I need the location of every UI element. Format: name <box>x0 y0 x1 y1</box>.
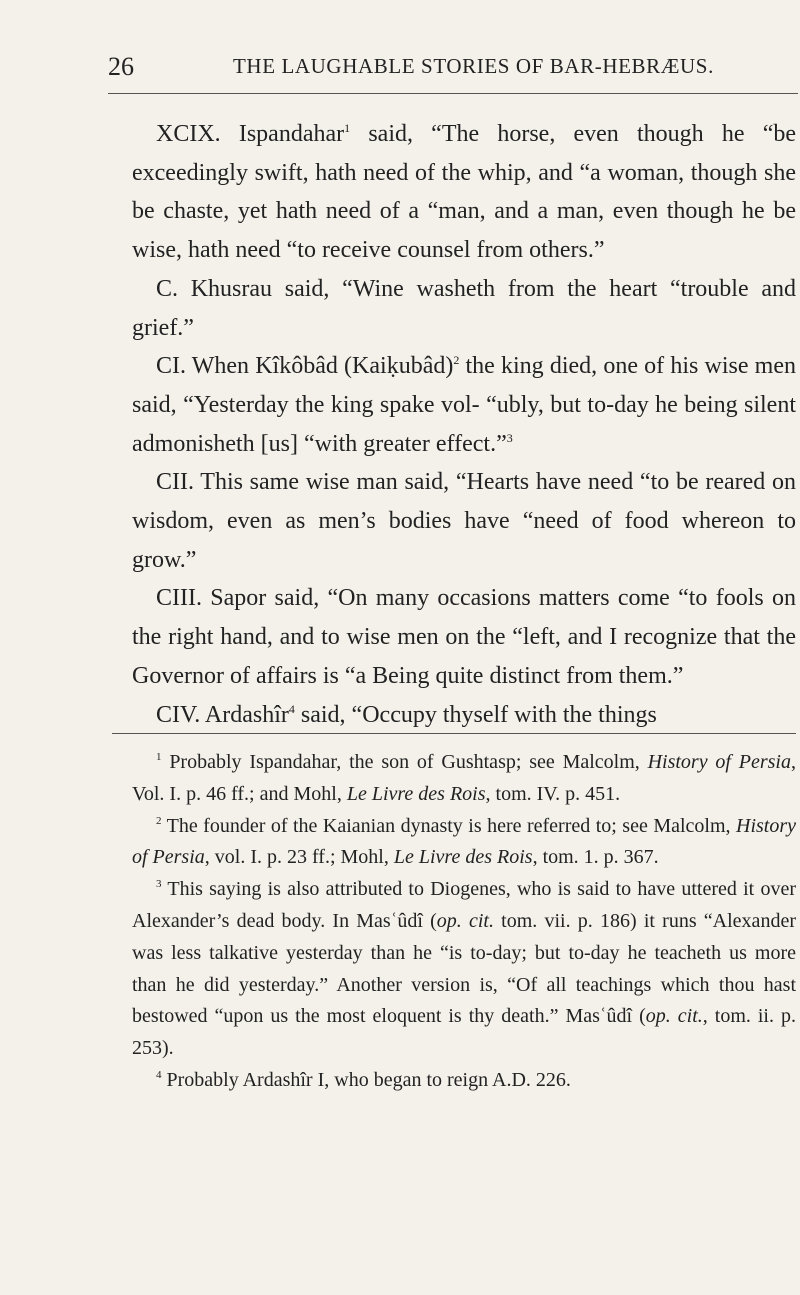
paragraph-text: said, “Occupy thyself with the things <box>294 701 657 728</box>
footnotes <box>132 747 796 1097</box>
footnote-title: History of Persia <box>132 814 796 869</box>
footnote-ref: 2 <box>453 353 460 368</box>
footnote-3 <box>132 874 796 1065</box>
footnote-text: , tom. ii. p. 253). <box>132 1005 796 1060</box>
footnote-text: Probably Ardashîr I, who began to reign A.D. 226. <box>161 1068 571 1091</box>
footnote-rule <box>112 733 796 734</box>
paragraph-text: said, “The horse, even though he “be exceedingly swift, hath need of the whip, and “a woman, though she be chaste, yet hath need of a “man, and a man, even though he be wise, hath need “to receive counsel from others.” <box>132 121 796 264</box>
running-title: THE LAUGHABLE STORIES OF BAR-HEBRÆUS. <box>233 54 714 78</box>
paragraph-ciii: CIII. Sapor said, “On many occasions matters come “to fools on the right hand, and to wise men on the “left, and I recognize that the Governor of affairs is “a Being quite distinct from them.” <box>132 585 796 689</box>
footnote-marker: 3 <box>156 878 162 891</box>
footnote-4 <box>132 1065 796 1097</box>
footnote-title: op. cit. <box>436 909 494 932</box>
footnote-marker: 2 <box>156 814 162 827</box>
paragraph-ci <box>132 347 796 463</box>
paragraph-text: CI. When Kîkôbâd (Kaiḳubâd) <box>156 353 454 380</box>
footnote-text: , vol. I. p. 23 ff.; Mohl, <box>204 846 394 869</box>
footnote-title: op. cit. <box>645 1005 703 1028</box>
page-number: 26 <box>108 52 134 81</box>
paragraph-text: CIV. Ardashîr <box>156 701 289 728</box>
paragraph-cii: CII. This same wise man said, “Hearts have need “to be reared on wisdom, even as men’s bodies have “need of food whereon to grow.” <box>132 469 796 573</box>
paragraph-civ <box>132 696 796 735</box>
footnote-2 <box>132 811 796 875</box>
footnote-text: , tom. 1. p. 367. <box>532 846 659 869</box>
footnote-text: , tom. IV. p. 451. <box>485 782 621 805</box>
paragraph-text: the king died, one of his wise men said, “Yesterday the king spake vol- “ubly, but to-day he being silent admonisheth [us] “with greater effect.” <box>132 353 797 457</box>
paragraph-c: C. Khusrau said, “Wine washeth from the heart “trouble and grief.” <box>132 275 796 341</box>
footnote-text: Probably Ispandahar, the son of Gushtasp; see Malcolm, <box>161 751 648 773</box>
footnote-title: Le Livre des Rois <box>346 782 486 805</box>
footnote-text: tom. vii. p. 186) it runs “Alexander was less talkative yesterday than he “is to-day; but to-day he teacheth us more than he did yesterday.” Another version is, “Of all teachings which thou hast bestowed “upon us the most eloquent is thy death.” Masʿûdî ( <box>132 909 796 1028</box>
header-rule <box>108 93 798 94</box>
main-text <box>132 115 796 734</box>
footnote-ref: 1 <box>344 121 351 135</box>
footnote-ref: 4 <box>288 701 295 716</box>
footnote-ref: 3 <box>506 430 513 445</box>
footnote-title: History of Persia <box>647 751 791 773</box>
footnote-text: , Vol. I. p. 46 ff.; and Mohl, <box>132 751 796 805</box>
paragraph-xcix <box>132 115 796 270</box>
footnote-1 <box>132 747 796 811</box>
footnote-marker: 4 <box>156 1068 162 1081</box>
running-header <box>108 52 792 82</box>
footnote-text: This saying is also attributed to Diogenes, who is said to have uttered it over Alexander’s dead body. In Masʿûdî ( <box>132 878 796 932</box>
footnote-title: Le Livre des Rois <box>393 846 533 869</box>
footnote-marker: 1 <box>156 751 162 763</box>
footnote-text: The founder of the Kaianian dynasty is here referred to; see Malcolm, <box>161 814 736 837</box>
paragraph-text: XCIX. Ispandahar <box>156 121 345 147</box>
